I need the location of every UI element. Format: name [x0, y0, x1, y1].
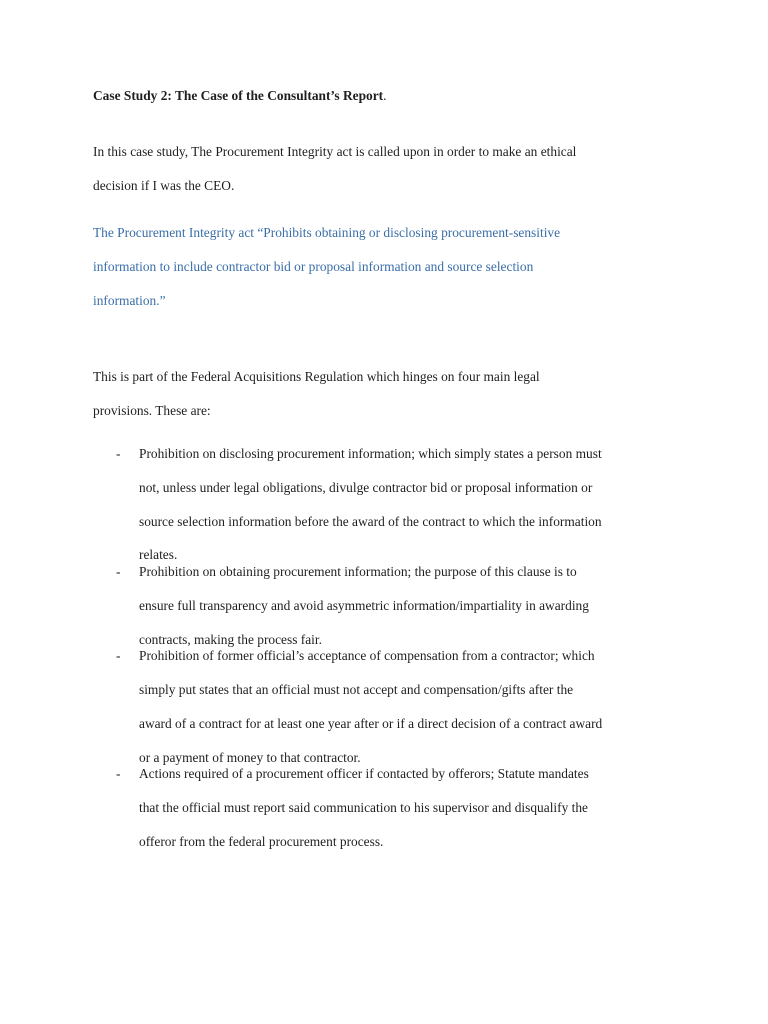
- bullet-marker: -: [116, 648, 121, 663]
- quote-line-2: information to include contractor bid or proposal information and source selection: [93, 259, 534, 274]
- bullet-2-line-1: Prohibition on obtaining procurement information; the purpose of this clause is to: [139, 564, 577, 579]
- title-period: .: [383, 88, 387, 103]
- bullet-3-line-1: Prohibition of former official’s acceptance of compensation from a contractor; which: [139, 648, 595, 663]
- bullet-3-line-4: or a payment of money to that contractor.: [139, 750, 361, 765]
- bullet-1-line-3: source selection information before the award of the contract to which the information: [139, 514, 602, 529]
- bullet-1-line-1: Prohibition on disclosing procurement information; which simply states a person must: [139, 446, 602, 461]
- bullet-1-line-4: relates.: [139, 547, 178, 562]
- bullet-marker: -: [116, 564, 121, 579]
- bullet-3-line-3: award of a contract for at least one year after or if a direct decision of a contract award: [139, 716, 603, 731]
- bullet-1-line-2: not, unless under legal obligations, divulge contractor bid or proposal information or: [139, 480, 593, 495]
- intro-line-2: decision if I was the CEO.: [93, 178, 235, 193]
- quote-line-1: The Procurement Integrity act “Prohibits obtaining or disclosing procurement-sensitive: [93, 225, 561, 240]
- quote-line-3: information.”: [93, 293, 166, 308]
- bullet-3-line-2: simply put states that an official must not accept and compensation/gifts after the: [139, 682, 574, 697]
- document-title: [93, 88, 387, 104]
- bullet-4-line-1: Actions required of a procurement officer if contacted by offerors; Statute mandates: [139, 766, 589, 781]
- bullet-marker: -: [116, 766, 121, 781]
- context-line-2: provisions. These are:: [93, 403, 211, 418]
- context-line-1: This is part of the Federal Acquisitions Regulation which hinges on four main legal: [93, 369, 540, 384]
- intro-line-1: In this case study, The Procurement Integrity act is called upon in order to make an ethical: [93, 144, 577, 159]
- title-text: Case Study 2: The Case of the Consultant’s Report: [93, 88, 384, 103]
- bullet-2-line-2: ensure full transparency and avoid asymmetric information/impartiality in awarding: [139, 598, 589, 613]
- bullet-4-line-2: that the official must report said communication to his supervisor and disqualify the: [139, 800, 588, 815]
- bullet-4-line-3: offeror from the federal procurement process.: [139, 834, 384, 849]
- bullet-2-line-3: contracts, making the process fair.: [139, 632, 322, 647]
- bullet-marker: -: [116, 446, 121, 461]
